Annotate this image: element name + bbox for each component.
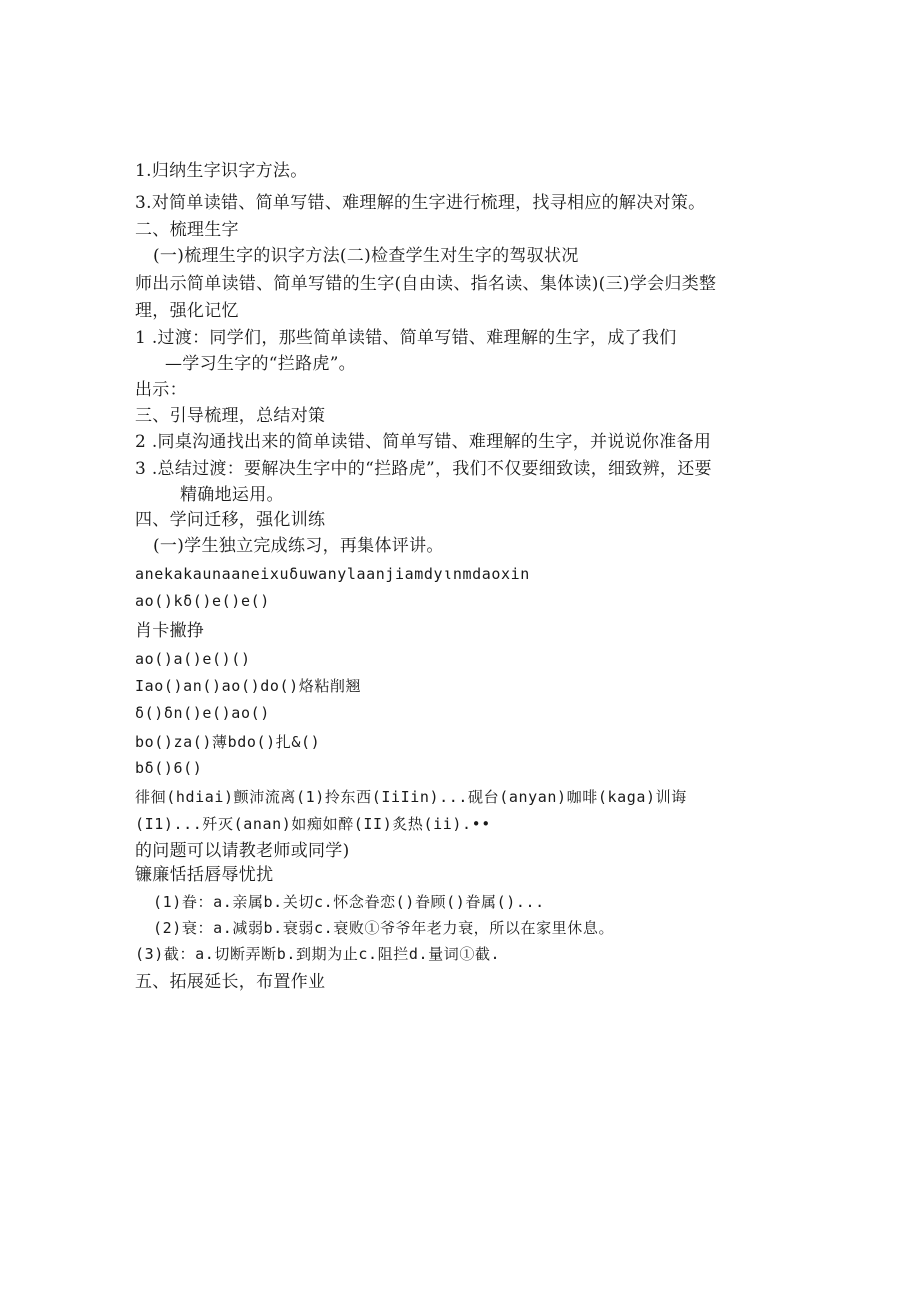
text-line: 出示： xyxy=(135,380,187,400)
text-line: 肖卡撇挣 xyxy=(135,621,205,641)
section-heading: 三、引导梳理，总结对策 xyxy=(135,406,326,426)
exercise-line: (I1)...歼灭(anan)如痴如醉(II)炙热(ii).•• xyxy=(135,815,491,833)
text-line: 精确地运用。 xyxy=(180,485,284,505)
text-line: 的问题可以请教老师或同学) xyxy=(135,841,350,861)
section-heading: 五、拓展延长，布置作业 xyxy=(135,972,326,992)
exercise-line: ao()kδ()e()e() xyxy=(135,592,270,610)
text-line: 师出示简单读错、简单写错的生字(自由读、指名读、集体读)(三)学会归类整 xyxy=(135,274,717,294)
exercise-line: 徘徊(hdiai)颤沛流离(1)拎东西(IiIin)...砚台(anyan)咖啡(kaga)训诲 xyxy=(135,788,687,806)
exercise-line: Iao()an()ao()do()烙粘削翘 xyxy=(135,677,362,695)
text-line: (一)学生独立完成练习，再集体评讲。 xyxy=(153,536,444,556)
text-line: (一)梳理生字的识字方法(二)检查学生对生字的驾驭状况 xyxy=(153,246,579,266)
section-heading: 二、梳理生字 xyxy=(135,220,239,240)
exercise-line: (2)衰：a.减弱b.衰弱c.衰败①爷爷年老力衰，所以在家里休息。 xyxy=(153,919,615,937)
text-line: —学习生字的“拦路虎”。 xyxy=(165,354,356,374)
text-line: 1 .过渡：同学们，那些简单读错、简单写错、难理解的生字，成了我们 xyxy=(135,328,677,348)
exercise-line: ao()a()e()() xyxy=(135,650,251,668)
text-line: 1.归纳生字识字方法。 xyxy=(135,161,308,181)
exercise-line: (1)眷：a.亲属b.关切c.怀念眷恋()眷顾()眷属()... xyxy=(153,893,545,911)
text-line: 理，强化记忆 xyxy=(135,301,239,321)
exercise-line: bo()za()薄bdo()扎&() xyxy=(135,733,321,751)
section-heading: 四、学问迁移，强化训练 xyxy=(135,510,326,530)
exercise-line: δ()δn()e()ao() xyxy=(135,704,270,722)
exercise-line: (3)截：a.切断弄断b.到期为止c.阻拦d.量词①截. xyxy=(135,945,501,963)
text-line: 镰廉恬括唇辱忧扰 xyxy=(135,865,274,885)
text-line: 3.对简单读错、简单写错、难理解的生字进行梳理，找寻相应的解决对策。 xyxy=(135,193,706,213)
text-line: 3 .总结过渡：要解决生字中的“拦路虎”，我们不仅要细致读，细致辨，还要 xyxy=(135,459,712,479)
pinyin-line: anekakaunaaneixuδuwanylaanjiamdyιnmdaoxin xyxy=(135,565,530,583)
exercise-line: bδ()6() xyxy=(135,759,203,777)
text-line: 2 .同桌沟通找出来的简单读错、简单写错、难理解的生字，并说说你准备用 xyxy=(135,432,712,452)
